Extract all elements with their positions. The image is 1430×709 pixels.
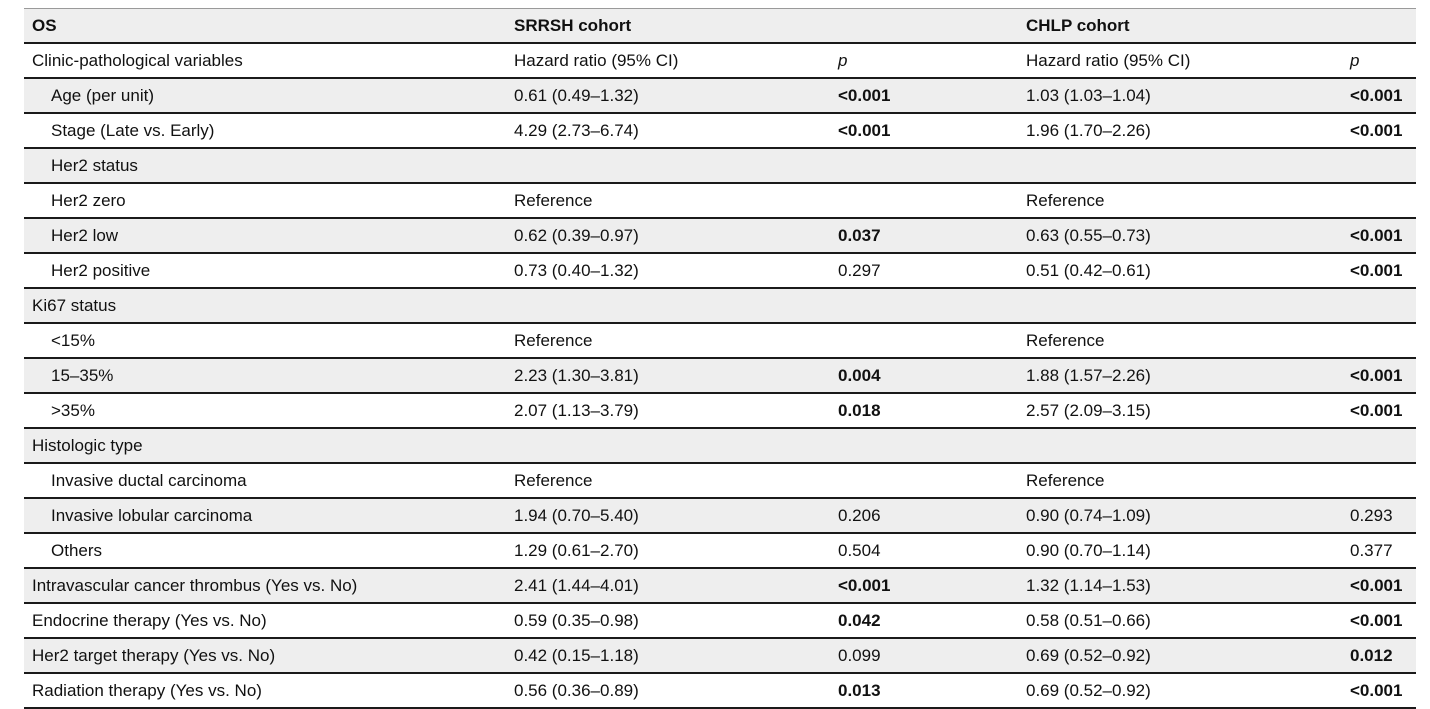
table-row	[24, 79, 1416, 114]
table-row	[24, 464, 1416, 499]
srrsh-hazard-ratio: 0.61 (0.49–1.32)	[514, 86, 639, 105]
row-label: Invasive ductal carcinoma	[51, 471, 247, 490]
row-label: Her2 positive	[51, 261, 151, 280]
row-label: >35%	[51, 401, 95, 420]
srrsh-p-value: 0.099	[838, 646, 881, 665]
table-row	[24, 429, 1416, 464]
chlp-hazard-ratio: Reference	[1026, 471, 1105, 490]
table-row	[24, 289, 1416, 324]
table-row	[24, 254, 1416, 289]
row-label: Her2 status	[51, 156, 138, 175]
chlp-p-value: 0.377	[1350, 541, 1393, 560]
row-label: Histologic type	[32, 436, 143, 455]
header-chlp-cohort: CHLP cohort	[1026, 16, 1130, 35]
chlp-p-value: <0.001	[1350, 261, 1403, 280]
srrsh-p-value: 0.042	[838, 611, 881, 630]
chlp-p-value: 0.293	[1350, 506, 1393, 525]
srrsh-hazard-ratio: 1.29 (0.61–2.70)	[514, 541, 639, 560]
row-label: Intravascular cancer thrombus (Yes vs. No)	[32, 576, 358, 595]
table-row	[24, 674, 1416, 709]
srrsh-p-value: 0.013	[838, 681, 881, 700]
chlp-p-value: <0.001	[1350, 681, 1403, 700]
row-label: Endocrine therapy (Yes vs. No)	[32, 611, 267, 630]
table-row	[24, 394, 1416, 429]
srrsh-hazard-ratio: 2.41 (1.44–4.01)	[514, 576, 639, 595]
chlp-p-value: <0.001	[1350, 226, 1403, 245]
chlp-hazard-ratio: 2.57 (2.09–3.15)	[1026, 401, 1151, 420]
row-label: Radiation therapy (Yes vs. No)	[32, 681, 262, 700]
table-row	[24, 569, 1416, 604]
header-os: OS	[32, 16, 57, 35]
header-srrsh-cohort: SRRSH cohort	[514, 16, 632, 35]
chlp-hazard-ratio: 0.90 (0.70–1.14)	[1026, 541, 1151, 560]
table-row	[24, 324, 1416, 359]
srrsh-hazard-ratio: Reference	[514, 191, 593, 210]
table-row	[24, 639, 1416, 674]
srrsh-hazard-ratio: Reference	[514, 331, 593, 350]
srrsh-p-value: 0.297	[838, 261, 881, 280]
srrsh-hazard-ratio: 2.23 (1.30–3.81)	[514, 366, 639, 385]
chlp-hazard-ratio: Reference	[1026, 331, 1105, 350]
row-label: 15–35%	[51, 366, 114, 385]
row-label: Stage (Late vs. Early)	[51, 121, 215, 140]
chlp-hazard-ratio: 0.63 (0.55–0.73)	[1026, 226, 1151, 245]
srrsh-hazard-ratio: 0.59 (0.35–0.98)	[514, 611, 639, 630]
table-header-row	[24, 8, 1416, 44]
chlp-p-value: <0.001	[1350, 576, 1403, 595]
row-label: Others	[51, 541, 103, 560]
row-label: Age (per unit)	[51, 86, 154, 105]
table-row	[24, 534, 1416, 569]
table-row	[24, 114, 1416, 149]
chlp-p-value: <0.001	[1350, 401, 1403, 420]
row-label: <15%	[51, 331, 95, 350]
srrsh-p-value: 0.018	[838, 401, 881, 420]
chlp-hazard-ratio: Reference	[1026, 191, 1105, 210]
table-row	[24, 219, 1416, 254]
row-label: Her2 target therapy (Yes vs. No)	[32, 646, 276, 665]
row-label: Ki67 status	[32, 296, 117, 315]
srrsh-hazard-ratio: 0.62 (0.39–0.97)	[514, 226, 639, 245]
chlp-hazard-ratio: 0.69 (0.52–0.92)	[1026, 681, 1151, 700]
table-row	[24, 604, 1416, 639]
chlp-hazard-ratio: 0.69 (0.52–0.92)	[1026, 646, 1151, 665]
subheader-hazard-ratio-srrsh: Hazard ratio (95% CI)	[514, 51, 679, 70]
row-label: Her2 low	[51, 226, 119, 245]
subheader-hazard-ratio-chlp: Hazard ratio (95% CI)	[1026, 51, 1191, 70]
row-label: Her2 zero	[51, 191, 126, 210]
chlp-hazard-ratio: 0.90 (0.74–1.09)	[1026, 506, 1151, 525]
hazard-ratio-table	[24, 8, 1416, 709]
srrsh-hazard-ratio: 1.94 (0.70–5.40)	[514, 506, 639, 525]
srrsh-p-value: 0.504	[838, 541, 881, 560]
subheader-p-srrsh: p	[838, 51, 848, 70]
chlp-p-value: <0.001	[1350, 86, 1403, 105]
chlp-p-value: <0.001	[1350, 611, 1403, 630]
chlp-hazard-ratio: 1.32 (1.14–1.53)	[1026, 576, 1151, 595]
srrsh-hazard-ratio: 0.42 (0.15–1.18)	[514, 646, 639, 665]
chlp-hazard-ratio: 1.88 (1.57–2.26)	[1026, 366, 1151, 385]
row-label: Invasive lobular carcinoma	[51, 506, 253, 525]
chlp-p-value: <0.001	[1350, 366, 1403, 385]
srrsh-p-value: <0.001	[838, 121, 891, 140]
srrsh-p-value: 0.004	[838, 366, 881, 385]
table-row	[24, 359, 1416, 394]
subheader-p-chlp: p	[1350, 51, 1360, 70]
table-row	[24, 149, 1416, 184]
table-row	[24, 499, 1416, 534]
srrsh-p-value: <0.001	[838, 86, 891, 105]
chlp-hazard-ratio: 0.51 (0.42–0.61)	[1026, 261, 1151, 280]
table-row	[24, 184, 1416, 219]
srrsh-hazard-ratio: 4.29 (2.73–6.74)	[514, 121, 639, 140]
srrsh-hazard-ratio: 2.07 (1.13–3.79)	[514, 401, 639, 420]
srrsh-hazard-ratio: 0.56 (0.36–0.89)	[514, 681, 639, 700]
srrsh-p-value: 0.037	[838, 226, 881, 245]
chlp-hazard-ratio: 1.96 (1.70–2.26)	[1026, 121, 1151, 140]
srrsh-p-value: 0.206	[838, 506, 881, 525]
srrsh-p-value: <0.001	[838, 576, 891, 595]
chlp-hazard-ratio: 1.03 (1.03–1.04)	[1026, 86, 1151, 105]
srrsh-hazard-ratio: 0.73 (0.40–1.32)	[514, 261, 639, 280]
table-subheader-row	[24, 44, 1416, 79]
subheader-variables: Clinic-pathological variables	[32, 51, 243, 70]
table-body	[24, 79, 1416, 709]
srrsh-hazard-ratio: Reference	[514, 471, 593, 490]
chlp-p-value: <0.001	[1350, 121, 1403, 140]
chlp-p-value: 0.012	[1350, 646, 1393, 665]
chlp-hazard-ratio: 0.58 (0.51–0.66)	[1026, 611, 1151, 630]
